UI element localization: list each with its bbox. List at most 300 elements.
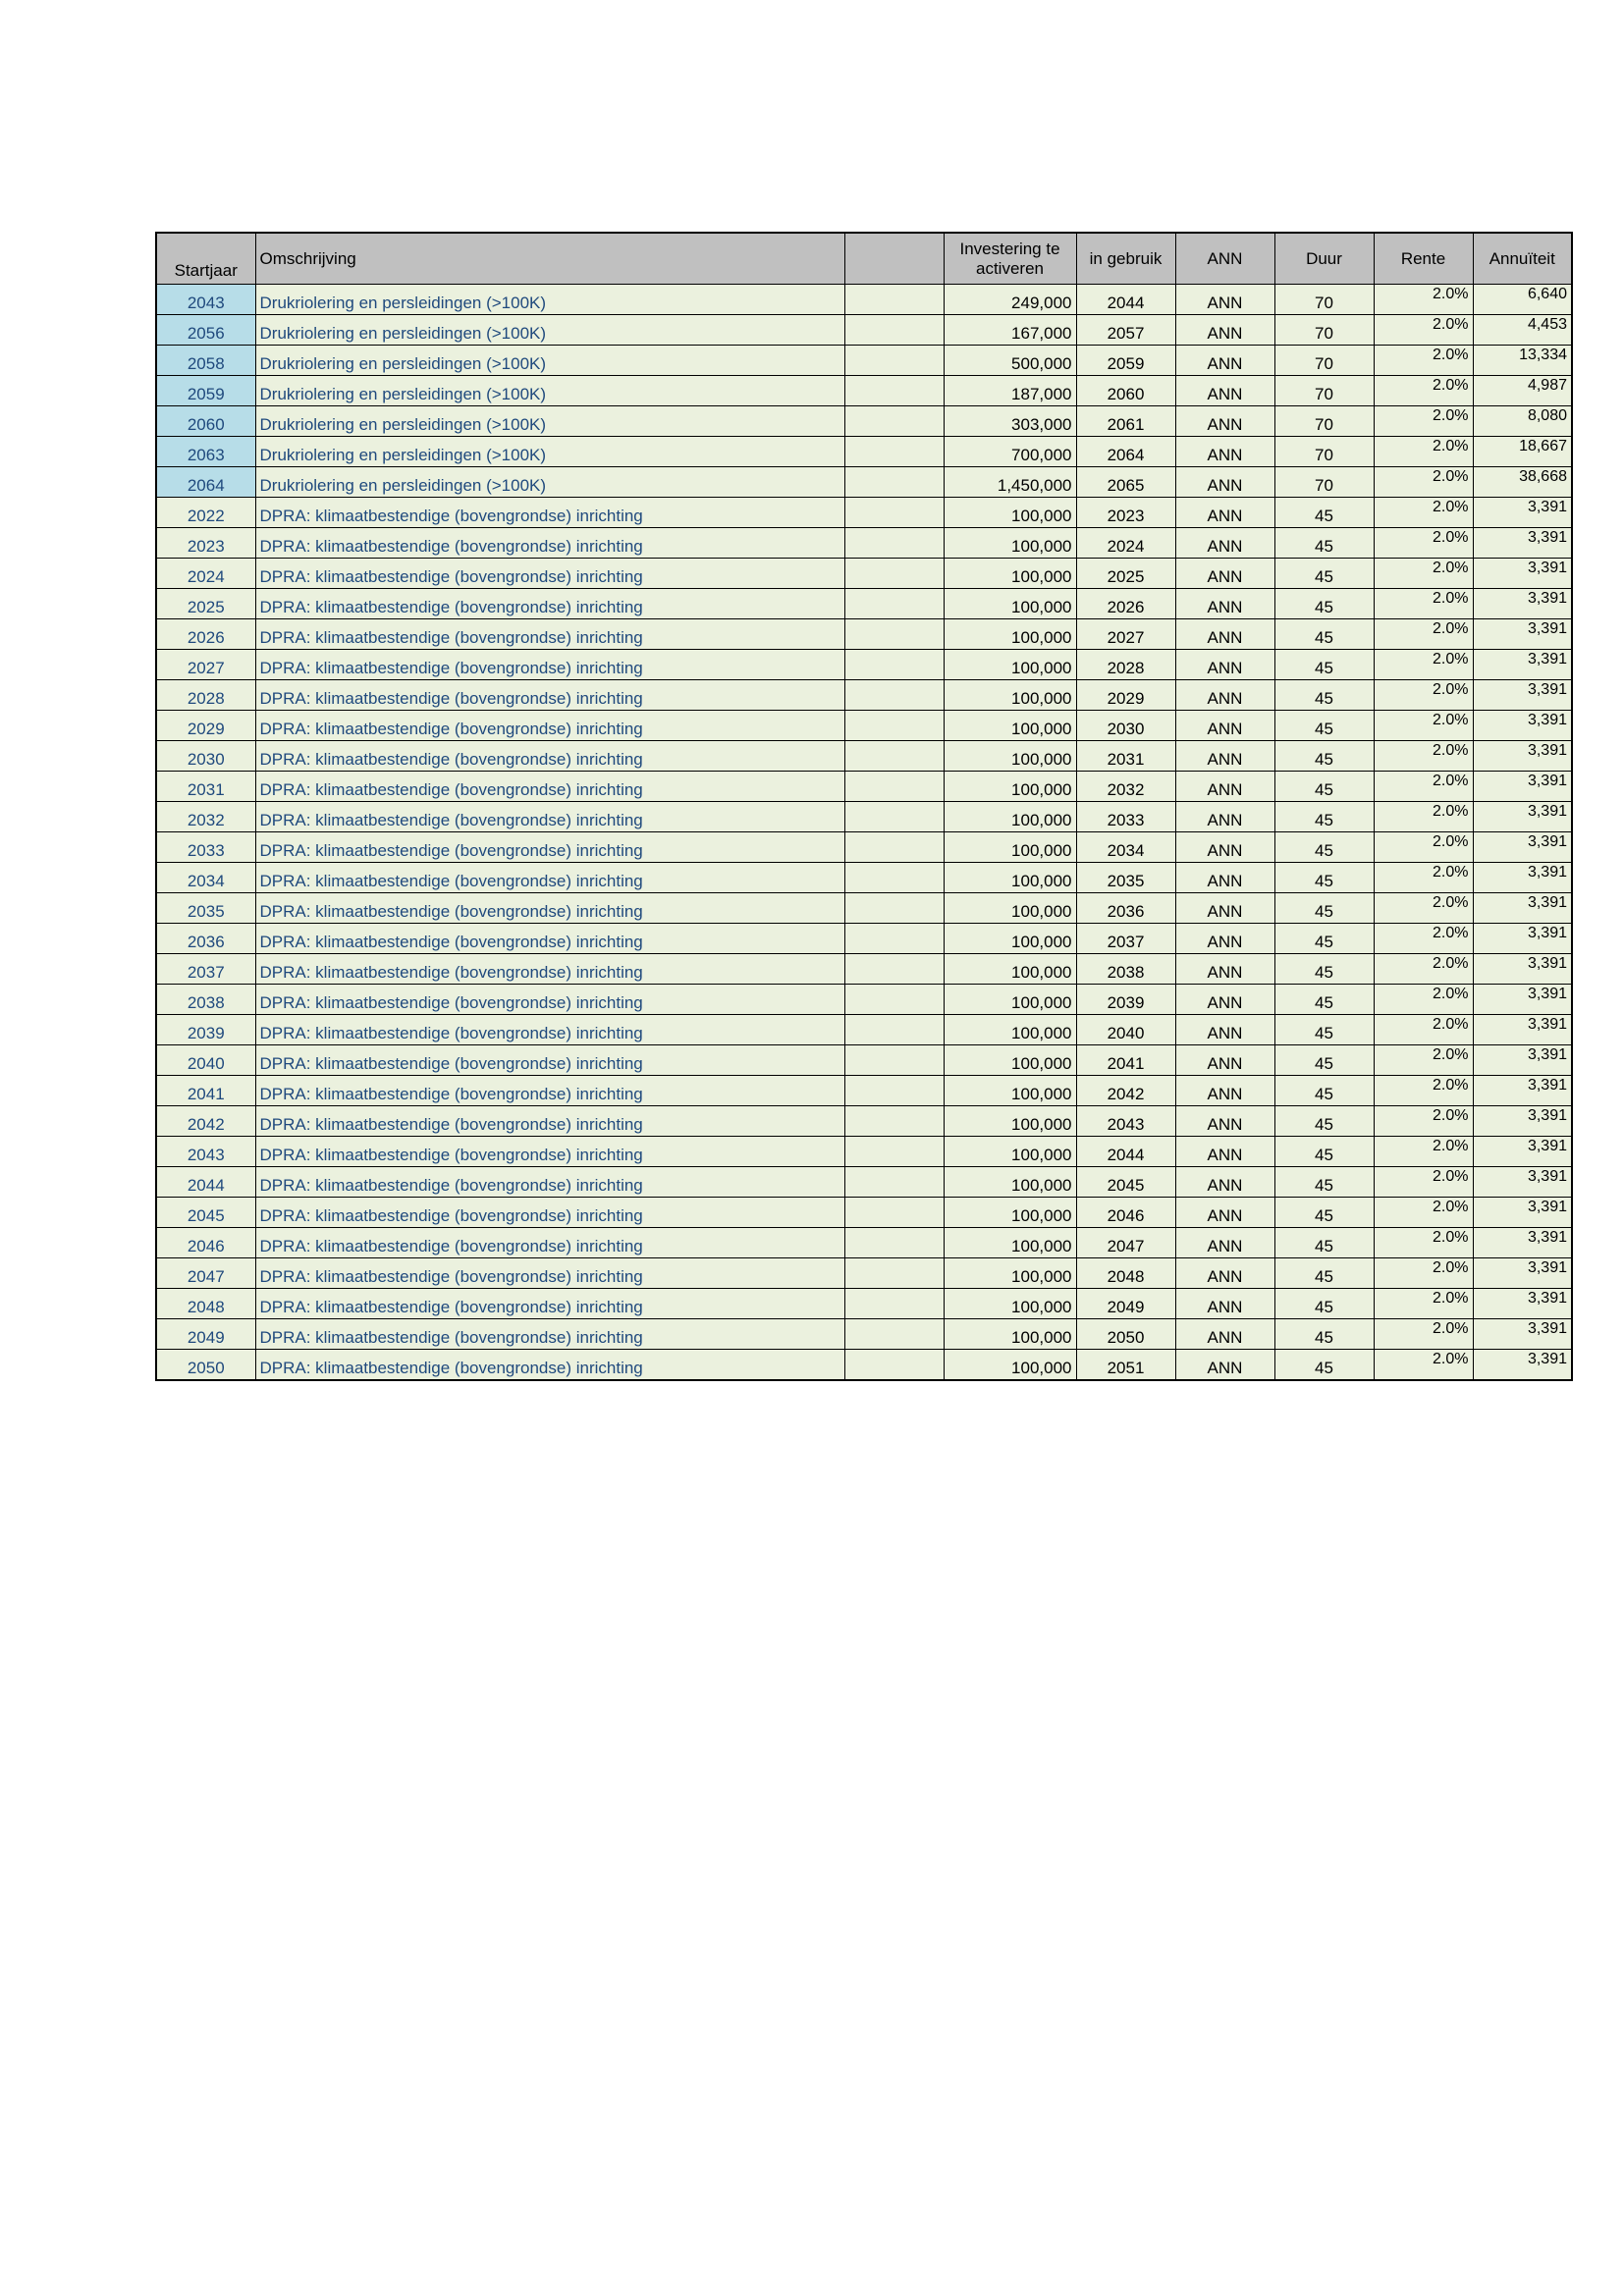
cell-annuiteit: 3,391	[1473, 1228, 1572, 1258]
cell-rente: 2.0%	[1374, 1137, 1473, 1167]
cell-investering: 100,000	[944, 1350, 1076, 1381]
cell-rente: 2.0%	[1374, 863, 1473, 893]
cell-omschrijving: DPRA: klimaatbestendige (bovengrondse) inrichting	[255, 528, 844, 559]
cell-ann: ANN	[1175, 893, 1274, 924]
cell-annuiteit: 3,391	[1473, 1198, 1572, 1228]
cell-startjaar: 2036	[156, 924, 255, 954]
table-row	[156, 315, 1572, 346]
cell-startjaar: 2042	[156, 1106, 255, 1137]
cell-startjaar: 2038	[156, 985, 255, 1015]
cell-ann: ANN	[1175, 802, 1274, 832]
cell-startjaar: 2033	[156, 832, 255, 863]
header-in-gebruik: in gebruik	[1076, 233, 1175, 285]
cell-omschrijving: Drukriolering en persleidingen (>100K)	[255, 346, 844, 376]
cell-ann: ANN	[1175, 498, 1274, 528]
cell-rente: 2.0%	[1374, 1106, 1473, 1137]
cell-duur: 45	[1274, 1076, 1374, 1106]
table-row	[156, 528, 1572, 559]
cell-in-gebruik: 2042	[1076, 1076, 1175, 1106]
cell-annuiteit: 3,391	[1473, 985, 1572, 1015]
cell-ann: ANN	[1175, 1319, 1274, 1350]
cell-startjaar: 2043	[156, 285, 255, 315]
cell-ann: ANN	[1175, 1045, 1274, 1076]
cell-annuiteit: 4,453	[1473, 315, 1572, 346]
table-row	[156, 924, 1572, 954]
cell-startjaar: 2041	[156, 1076, 255, 1106]
cell-rente: 2.0%	[1374, 589, 1473, 619]
cell-investering: 100,000	[944, 1319, 1076, 1350]
cell-duur: 70	[1274, 315, 1374, 346]
table-row	[156, 1319, 1572, 1350]
cell-rente: 2.0%	[1374, 650, 1473, 680]
cell-blank	[844, 589, 944, 619]
cell-annuiteit: 3,391	[1473, 1167, 1572, 1198]
cell-startjaar: 2044	[156, 1167, 255, 1198]
cell-investering: 100,000	[944, 619, 1076, 650]
cell-omschrijving: DPRA: klimaatbestendige (bovengrondse) inrichting	[255, 954, 844, 985]
cell-duur: 45	[1274, 1258, 1374, 1289]
cell-annuiteit: 3,391	[1473, 1015, 1572, 1045]
cell-investering: 100,000	[944, 680, 1076, 711]
cell-blank	[844, 406, 944, 437]
cell-ann: ANN	[1175, 741, 1274, 772]
cell-in-gebruik: 2049	[1076, 1289, 1175, 1319]
cell-in-gebruik: 2038	[1076, 954, 1175, 985]
cell-investering: 100,000	[944, 1076, 1076, 1106]
cell-annuiteit: 3,391	[1473, 741, 1572, 772]
cell-duur: 45	[1274, 619, 1374, 650]
cell-duur: 45	[1274, 650, 1374, 680]
cell-investering: 100,000	[944, 985, 1076, 1015]
cell-blank	[844, 1137, 944, 1167]
cell-investering: 249,000	[944, 285, 1076, 315]
table-row	[156, 498, 1572, 528]
cell-ann: ANN	[1175, 467, 1274, 498]
cell-in-gebruik: 2026	[1076, 589, 1175, 619]
cell-duur: 45	[1274, 832, 1374, 863]
cell-blank	[844, 1258, 944, 1289]
cell-startjaar: 2037	[156, 954, 255, 985]
cell-in-gebruik: 2036	[1076, 893, 1175, 924]
table-row	[156, 893, 1572, 924]
header-rente: Rente	[1374, 233, 1473, 285]
cell-startjaar: 2058	[156, 346, 255, 376]
cell-startjaar: 2025	[156, 589, 255, 619]
cell-startjaar: 2060	[156, 406, 255, 437]
cell-omschrijving: DPRA: klimaatbestendige (bovengrondse) inrichting	[255, 1258, 844, 1289]
cell-rente: 2.0%	[1374, 528, 1473, 559]
cell-annuiteit: 3,391	[1473, 528, 1572, 559]
table-row	[156, 619, 1572, 650]
cell-in-gebruik: 2040	[1076, 1015, 1175, 1045]
cell-ann: ANN	[1175, 680, 1274, 711]
cell-investering: 100,000	[944, 1198, 1076, 1228]
cell-in-gebruik: 2035	[1076, 863, 1175, 893]
cell-omschrijving: DPRA: klimaatbestendige (bovengrondse) inrichting	[255, 589, 844, 619]
cell-ann: ANN	[1175, 772, 1274, 802]
cell-duur: 45	[1274, 589, 1374, 619]
cell-investering: 100,000	[944, 954, 1076, 985]
cell-ann: ANN	[1175, 985, 1274, 1015]
cell-investering: 100,000	[944, 832, 1076, 863]
cell-in-gebruik: 2047	[1076, 1228, 1175, 1258]
cell-omschrijving: Drukriolering en persleidingen (>100K)	[255, 376, 844, 406]
cell-investering: 100,000	[944, 559, 1076, 589]
cell-in-gebruik: 2028	[1076, 650, 1175, 680]
cell-in-gebruik: 2044	[1076, 285, 1175, 315]
cell-omschrijving: DPRA: klimaatbestendige (bovengrondse) inrichting	[255, 1015, 844, 1045]
cell-in-gebruik: 2029	[1076, 680, 1175, 711]
cell-duur: 70	[1274, 406, 1374, 437]
table-row	[156, 680, 1572, 711]
cell-rente: 2.0%	[1374, 285, 1473, 315]
cell-omschrijving: DPRA: klimaatbestendige (bovengrondse) inrichting	[255, 1350, 844, 1381]
cell-ann: ANN	[1175, 1350, 1274, 1381]
table-row	[156, 1167, 1572, 1198]
cell-omschrijving: Drukriolering en persleidingen (>100K)	[255, 406, 844, 437]
table-row	[156, 1228, 1572, 1258]
cell-blank	[844, 1198, 944, 1228]
cell-duur: 45	[1274, 985, 1374, 1015]
cell-ann: ANN	[1175, 924, 1274, 954]
table-row	[156, 1045, 1572, 1076]
cell-annuiteit: 3,391	[1473, 680, 1572, 711]
cell-duur: 45	[1274, 1015, 1374, 1045]
cell-investering: 100,000	[944, 893, 1076, 924]
cell-duur: 45	[1274, 1319, 1374, 1350]
table-body	[156, 285, 1572, 1381]
cell-startjaar: 2050	[156, 1350, 255, 1381]
cell-omschrijving: Drukriolering en persleidingen (>100K)	[255, 285, 844, 315]
cell-duur: 45	[1274, 1350, 1374, 1381]
cell-blank	[844, 893, 944, 924]
cell-ann: ANN	[1175, 650, 1274, 680]
cell-in-gebruik: 2043	[1076, 1106, 1175, 1137]
cell-rente: 2.0%	[1374, 406, 1473, 437]
cell-duur: 45	[1274, 1289, 1374, 1319]
cell-in-gebruik: 2061	[1076, 406, 1175, 437]
cell-omschrijving: DPRA: klimaatbestendige (bovengrondse) inrichting	[255, 1228, 844, 1258]
header-ann: ANN	[1175, 233, 1274, 285]
cell-startjaar: 2043	[156, 1137, 255, 1167]
cell-investering: 100,000	[944, 1228, 1076, 1258]
cell-annuiteit: 3,391	[1473, 1319, 1572, 1350]
cell-ann: ANN	[1175, 954, 1274, 985]
header-omschrijving: Omschrijving	[255, 233, 844, 285]
cell-rente: 2.0%	[1374, 376, 1473, 406]
cell-duur: 45	[1274, 802, 1374, 832]
cell-ann: ANN	[1175, 619, 1274, 650]
table-row	[156, 1076, 1572, 1106]
cell-omschrijving: DPRA: klimaatbestendige (bovengrondse) inrichting	[255, 1167, 844, 1198]
cell-in-gebruik: 2059	[1076, 346, 1175, 376]
table-row	[156, 1137, 1572, 1167]
cell-blank	[844, 985, 944, 1015]
cell-annuiteit: 3,391	[1473, 589, 1572, 619]
cell-investering: 100,000	[944, 863, 1076, 893]
cell-omschrijving: Drukriolering en persleidingen (>100K)	[255, 315, 844, 346]
header-investering: Investering te activeren	[944, 233, 1076, 285]
cell-blank	[844, 1076, 944, 1106]
cell-rente: 2.0%	[1374, 467, 1473, 498]
cell-investering: 100,000	[944, 650, 1076, 680]
cell-ann: ANN	[1175, 406, 1274, 437]
cell-investering: 100,000	[944, 711, 1076, 741]
cell-investering: 100,000	[944, 924, 1076, 954]
cell-startjaar: 2022	[156, 498, 255, 528]
table-row	[156, 285, 1572, 315]
cell-omschrijving: DPRA: klimaatbestendige (bovengrondse) inrichting	[255, 1076, 844, 1106]
cell-investering: 700,000	[944, 437, 1076, 467]
cell-ann: ANN	[1175, 832, 1274, 863]
cell-startjaar: 2024	[156, 559, 255, 589]
cell-startjaar: 2047	[156, 1258, 255, 1289]
cell-investering: 303,000	[944, 406, 1076, 437]
cell-rente: 2.0%	[1374, 741, 1473, 772]
cell-ann: ANN	[1175, 1076, 1274, 1106]
cell-omschrijving: DPRA: klimaatbestendige (bovengrondse) inrichting	[255, 832, 844, 863]
cell-ann: ANN	[1175, 437, 1274, 467]
cell-annuiteit: 3,391	[1473, 772, 1572, 802]
cell-blank	[844, 863, 944, 893]
header-blank	[844, 233, 944, 285]
cell-in-gebruik: 2051	[1076, 1350, 1175, 1381]
cell-ann: ANN	[1175, 346, 1274, 376]
cell-investering: 100,000	[944, 1167, 1076, 1198]
cell-blank	[844, 528, 944, 559]
cell-omschrijving: DPRA: klimaatbestendige (bovengrondse) inrichting	[255, 1045, 844, 1076]
cell-startjaar: 2028	[156, 680, 255, 711]
table-row	[156, 650, 1572, 680]
cell-annuiteit: 3,391	[1473, 863, 1572, 893]
cell-omschrijving: Drukriolering en persleidingen (>100K)	[255, 437, 844, 467]
cell-omschrijving: DPRA: klimaatbestendige (bovengrondse) inrichting	[255, 619, 844, 650]
cell-blank	[844, 619, 944, 650]
cell-annuiteit: 3,391	[1473, 1076, 1572, 1106]
cell-in-gebruik: 2034	[1076, 832, 1175, 863]
cell-duur: 45	[1274, 1228, 1374, 1258]
cell-investering: 100,000	[944, 1258, 1076, 1289]
cell-ann: ANN	[1175, 285, 1274, 315]
table-row	[156, 1350, 1572, 1381]
cell-omschrijving: DPRA: klimaatbestendige (bovengrondse) inrichting	[255, 1289, 844, 1319]
table-row	[156, 954, 1572, 985]
cell-startjaar: 2031	[156, 772, 255, 802]
cell-duur: 45	[1274, 1198, 1374, 1228]
cell-rente: 2.0%	[1374, 315, 1473, 346]
cell-duur: 70	[1274, 437, 1374, 467]
cell-rente: 2.0%	[1374, 437, 1473, 467]
cell-duur: 45	[1274, 772, 1374, 802]
cell-rente: 2.0%	[1374, 954, 1473, 985]
table-row	[156, 406, 1572, 437]
cell-annuiteit: 3,391	[1473, 498, 1572, 528]
cell-annuiteit: 3,391	[1473, 1258, 1572, 1289]
cell-omschrijving: DPRA: klimaatbestendige (bovengrondse) inrichting	[255, 802, 844, 832]
cell-annuiteit: 3,391	[1473, 954, 1572, 985]
cell-ann: ANN	[1175, 1228, 1274, 1258]
cell-omschrijving: Drukriolering en persleidingen (>100K)	[255, 467, 844, 498]
cell-rente: 2.0%	[1374, 985, 1473, 1015]
cell-duur: 45	[1274, 528, 1374, 559]
table-row	[156, 589, 1572, 619]
cell-annuiteit: 4,987	[1473, 376, 1572, 406]
cell-ann: ANN	[1175, 863, 1274, 893]
cell-in-gebruik: 2024	[1076, 528, 1175, 559]
cell-ann: ANN	[1175, 1167, 1274, 1198]
cell-blank	[844, 1228, 944, 1258]
cell-investering: 100,000	[944, 802, 1076, 832]
cell-startjaar: 2032	[156, 802, 255, 832]
cell-ann: ANN	[1175, 1015, 1274, 1045]
cell-rente: 2.0%	[1374, 924, 1473, 954]
cell-ann: ANN	[1175, 589, 1274, 619]
cell-ann: ANN	[1175, 315, 1274, 346]
table-row	[156, 1198, 1572, 1228]
cell-in-gebruik: 2045	[1076, 1167, 1175, 1198]
cell-in-gebruik: 2032	[1076, 772, 1175, 802]
cell-blank	[844, 467, 944, 498]
cell-investering: 500,000	[944, 346, 1076, 376]
cell-duur: 45	[1274, 680, 1374, 711]
table-row	[156, 1289, 1572, 1319]
cell-blank	[844, 1167, 944, 1198]
header-duur: Duur	[1274, 233, 1374, 285]
cell-duur: 45	[1274, 1137, 1374, 1167]
cell-startjaar: 2063	[156, 437, 255, 467]
cell-blank	[844, 1289, 944, 1319]
cell-startjaar: 2029	[156, 711, 255, 741]
cell-ann: ANN	[1175, 1106, 1274, 1137]
cell-ann: ANN	[1175, 376, 1274, 406]
cell-startjaar: 2046	[156, 1228, 255, 1258]
cell-ann: ANN	[1175, 1289, 1274, 1319]
cell-annuiteit: 6,640	[1473, 285, 1572, 315]
cell-omschrijving: DPRA: klimaatbestendige (bovengrondse) inrichting	[255, 650, 844, 680]
cell-in-gebruik: 2064	[1076, 437, 1175, 467]
cell-blank	[844, 924, 944, 954]
cell-startjaar: 2064	[156, 467, 255, 498]
table-row	[156, 467, 1572, 498]
cell-investering: 100,000	[944, 741, 1076, 772]
cell-duur: 45	[1274, 498, 1374, 528]
cell-investering: 100,000	[944, 772, 1076, 802]
cell-annuiteit: 8,080	[1473, 406, 1572, 437]
cell-omschrijving: DPRA: klimaatbestendige (bovengrondse) inrichting	[255, 772, 844, 802]
cell-startjaar: 2039	[156, 1015, 255, 1045]
cell-blank	[844, 437, 944, 467]
cell-duur: 70	[1274, 467, 1374, 498]
cell-blank	[844, 954, 944, 985]
cell-rente: 2.0%	[1374, 893, 1473, 924]
cell-annuiteit: 3,391	[1473, 1350, 1572, 1381]
cell-rente: 2.0%	[1374, 772, 1473, 802]
cell-blank	[844, 285, 944, 315]
cell-blank	[844, 741, 944, 772]
cell-startjaar: 2026	[156, 619, 255, 650]
cell-in-gebruik: 2031	[1076, 741, 1175, 772]
cell-blank	[844, 1350, 944, 1381]
cell-annuiteit: 3,391	[1473, 1045, 1572, 1076]
cell-omschrijving: DPRA: klimaatbestendige (bovengrondse) inrichting	[255, 985, 844, 1015]
cell-ann: ANN	[1175, 1258, 1274, 1289]
cell-rente: 2.0%	[1374, 1045, 1473, 1076]
cell-annuiteit: 3,391	[1473, 559, 1572, 589]
cell-omschrijving: DPRA: klimaatbestendige (bovengrondse) inrichting	[255, 863, 844, 893]
cell-in-gebruik: 2025	[1076, 559, 1175, 589]
cell-startjaar: 2056	[156, 315, 255, 346]
table-row	[156, 376, 1572, 406]
cell-in-gebruik: 2048	[1076, 1258, 1175, 1289]
cell-investering: 100,000	[944, 498, 1076, 528]
cell-blank	[844, 711, 944, 741]
cell-in-gebruik: 2033	[1076, 802, 1175, 832]
cell-in-gebruik: 2037	[1076, 924, 1175, 954]
cell-omschrijving: DPRA: klimaatbestendige (bovengrondse) inrichting	[255, 711, 844, 741]
cell-annuiteit: 3,391	[1473, 924, 1572, 954]
cell-startjaar: 2040	[156, 1045, 255, 1076]
header-row	[156, 233, 1572, 285]
table-row	[156, 1106, 1572, 1137]
cell-blank	[844, 650, 944, 680]
cell-annuiteit: 13,334	[1473, 346, 1572, 376]
cell-investering: 100,000	[944, 1106, 1076, 1137]
cell-investering: 167,000	[944, 315, 1076, 346]
table-row	[156, 711, 1572, 741]
table-row	[156, 346, 1572, 376]
table-row	[156, 437, 1572, 467]
cell-duur: 45	[1274, 954, 1374, 985]
cell-omschrijving: DPRA: klimaatbestendige (bovengrondse) inrichting	[255, 741, 844, 772]
cell-omschrijving: DPRA: klimaatbestendige (bovengrondse) inrichting	[255, 498, 844, 528]
cell-startjaar: 2048	[156, 1289, 255, 1319]
cell-in-gebruik: 2060	[1076, 376, 1175, 406]
cell-startjaar: 2035	[156, 893, 255, 924]
cell-duur: 45	[1274, 924, 1374, 954]
cell-annuiteit: 3,391	[1473, 619, 1572, 650]
cell-omschrijving: DPRA: klimaatbestendige (bovengrondse) inrichting	[255, 924, 844, 954]
cell-in-gebruik: 2030	[1076, 711, 1175, 741]
cell-startjaar: 2045	[156, 1198, 255, 1228]
cell-duur: 45	[1274, 863, 1374, 893]
investment-table	[155, 232, 1573, 1381]
cell-in-gebruik: 2065	[1076, 467, 1175, 498]
cell-annuiteit: 3,391	[1473, 650, 1572, 680]
cell-omschrijving: DPRA: klimaatbestendige (bovengrondse) inrichting	[255, 680, 844, 711]
cell-duur: 45	[1274, 741, 1374, 772]
cell-rente: 2.0%	[1374, 346, 1473, 376]
cell-investering: 100,000	[944, 1289, 1076, 1319]
cell-ann: ANN	[1175, 1137, 1274, 1167]
cell-rente: 2.0%	[1374, 1258, 1473, 1289]
cell-annuiteit: 3,391	[1473, 1137, 1572, 1167]
cell-annuiteit: 3,391	[1473, 802, 1572, 832]
cell-startjaar: 2049	[156, 1319, 255, 1350]
cell-omschrijving: DPRA: klimaatbestendige (bovengrondse) inrichting	[255, 893, 844, 924]
cell-omschrijving: DPRA: klimaatbestendige (bovengrondse) inrichting	[255, 559, 844, 589]
cell-rente: 2.0%	[1374, 498, 1473, 528]
cell-rente: 2.0%	[1374, 802, 1473, 832]
cell-annuiteit: 3,391	[1473, 711, 1572, 741]
cell-in-gebruik: 2044	[1076, 1137, 1175, 1167]
cell-duur: 45	[1274, 559, 1374, 589]
cell-in-gebruik: 2057	[1076, 315, 1175, 346]
cell-rente: 2.0%	[1374, 619, 1473, 650]
cell-investering: 100,000	[944, 528, 1076, 559]
cell-duur: 70	[1274, 376, 1374, 406]
cell-annuiteit: 18,667	[1473, 437, 1572, 467]
table-row	[156, 559, 1572, 589]
